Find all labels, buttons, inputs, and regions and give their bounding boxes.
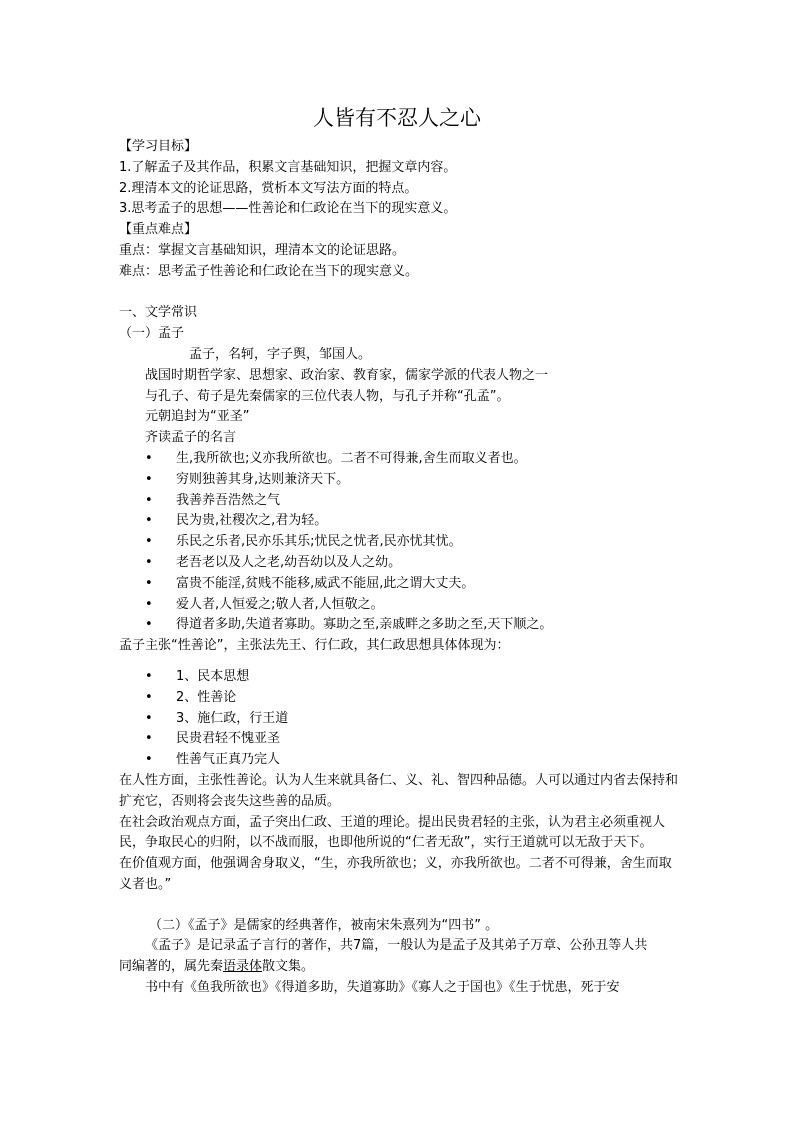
section-heading: 一、文学常识	[119, 305, 198, 321]
thought-item: • 3、施仁政，行王道	[119, 709, 681, 730]
bullet-icon: •	[145, 668, 153, 684]
thought-item: • 民贵君轻不愧亚圣	[119, 729, 681, 750]
paragraph-nature: 在人性方面，主张性善论。认为人生来就具备仁、义、礼、智四种品德。人可以通过内省去保持和扩充它，否则将会丧失这些善的品质。	[119, 772, 679, 809]
quote-item: • 爱人者,人恒爱之;敬人者,人恒敬之。	[119, 595, 681, 616]
mencius-intro: 孟子，名轲，字子舆，邹国人。	[189, 346, 372, 362]
paragraph-values: 在价值观方面，他强调舍身取义，“生，亦我所欲也；义，亦我所欲也。二者不可得兼，舍生而取义者也。”	[119, 856, 672, 892]
bullet-icon: •	[145, 492, 153, 508]
underlined-term: 语录体	[223, 959, 263, 975]
mencius-book-line: 书中有《鱼我所欲也》《得道多助，失道寡助》《寡人之于国也》《生于忧患，死于安	[145, 980, 620, 996]
hard-point: 难点：思考孟子性善论和仁政论在当下的现实意义。	[119, 263, 419, 279]
quote-item: • 乐民之乐者,民亦乐其乐;忧民之忧者,民亦忧其忧。	[119, 532, 681, 553]
thought-item: • 1、民本思想	[119, 667, 681, 688]
bullet-icon: •	[145, 596, 153, 612]
spacer	[119, 906, 681, 916]
mencius-book-line: 《孟子》是记录孟子言行的著作，共7篇，一般认为是孟子及其弟子万章、公孙丑等人共	[145, 938, 648, 954]
mencius-book-line: 同编著的，属先秦语录体散文集。	[119, 959, 315, 975]
objectives-heading: 【学习目标】	[119, 139, 198, 154]
bullet-icon: •	[145, 513, 153, 529]
quote-item: • 我善养吾浩然之气	[119, 491, 681, 512]
spacer	[119, 283, 681, 304]
document-body	[119, 137, 681, 999]
bullet-icon: •	[145, 710, 153, 726]
objective-item: 2.理清本文的论证思路，赏析本文写法方面的特点。	[119, 180, 418, 196]
bullet-icon: •	[145, 731, 153, 747]
mencius-fact: 与孔子、荀子是先秦儒家的三位代表人物，与孔子并称“孔孟”。	[145, 388, 510, 404]
thought-item: • 2、性善论	[119, 688, 681, 709]
key-point: 重点：掌握文言基础知识，理清本文的论证思路。	[119, 242, 406, 258]
mencius-fact: 元朝追封为“亚圣”	[145, 409, 250, 425]
spacer	[119, 657, 681, 667]
subsection-heading: （一）孟子	[119, 326, 185, 342]
bullet-icon: •	[145, 554, 153, 570]
mencius-fact: 战国时期哲学家、思想家、政治家、教育家，儒家学派的代表人物之一	[145, 367, 549, 383]
quote-item: • 富贵不能淫,贫贱不能移,威武不能屈,此之谓大丈夫。	[119, 574, 681, 595]
quote-item: • 民为贵,社稷次之,君为轻。	[119, 511, 681, 532]
bullet-icon: •	[145, 689, 153, 705]
mencius-fact: 齐读孟子的名言	[145, 430, 237, 446]
thought-item: • 性善气正真乃完人	[119, 750, 681, 771]
bullet-icon: •	[145, 471, 153, 487]
mencius-book-line: （二）《孟子》是儒家的经典著作，被南宋朱熹列为“四书” 。	[149, 917, 499, 933]
objective-item: 1.了解孟子及其作品，积累文言基础知识，把握文章内容。	[119, 159, 457, 175]
bullet-icon: •	[145, 450, 153, 466]
quote-item: • 穷则独善其身,达则兼济天下。	[119, 470, 681, 491]
bullet-icon: •	[145, 752, 153, 768]
objective-item: 3.思考孟子的思想——性善论和仁政论在当下的现实意义。	[119, 201, 457, 217]
paragraph-politics: 在社会政治观点方面，孟子突出仁政、王道的理论。提出民贵君轻的主张，认为君主必须重视人民，争取民心的归附，以不战而服，也即他所说的“仁者无敌”，实行王道就可以无敌于天下。	[119, 814, 666, 851]
difficulties-heading: 【重点难点】	[119, 222, 198, 238]
page-title: 人皆有不忍人之心	[313, 106, 481, 130]
bullet-icon: •	[145, 534, 153, 550]
quote-item: • 得道者多助,失道者寡助。寡助之至,亲戚畔之多助之至,天下顺之。	[119, 615, 681, 636]
benevolence-claim: 孟子主张“性善论”，主张法先王、行仁政，其仁政思想具体体现为：	[119, 638, 510, 654]
spacer	[119, 896, 681, 906]
quote-item: • 老吾老以及人之老,幼吾幼以及人之幼。	[119, 553, 681, 574]
bullet-icon: •	[145, 575, 153, 591]
bullet-icon: •	[145, 617, 153, 633]
quote-item: • 生,我所欲也;义亦我所欲也。二者不可得兼,舍生而取义者也。	[119, 449, 681, 470]
